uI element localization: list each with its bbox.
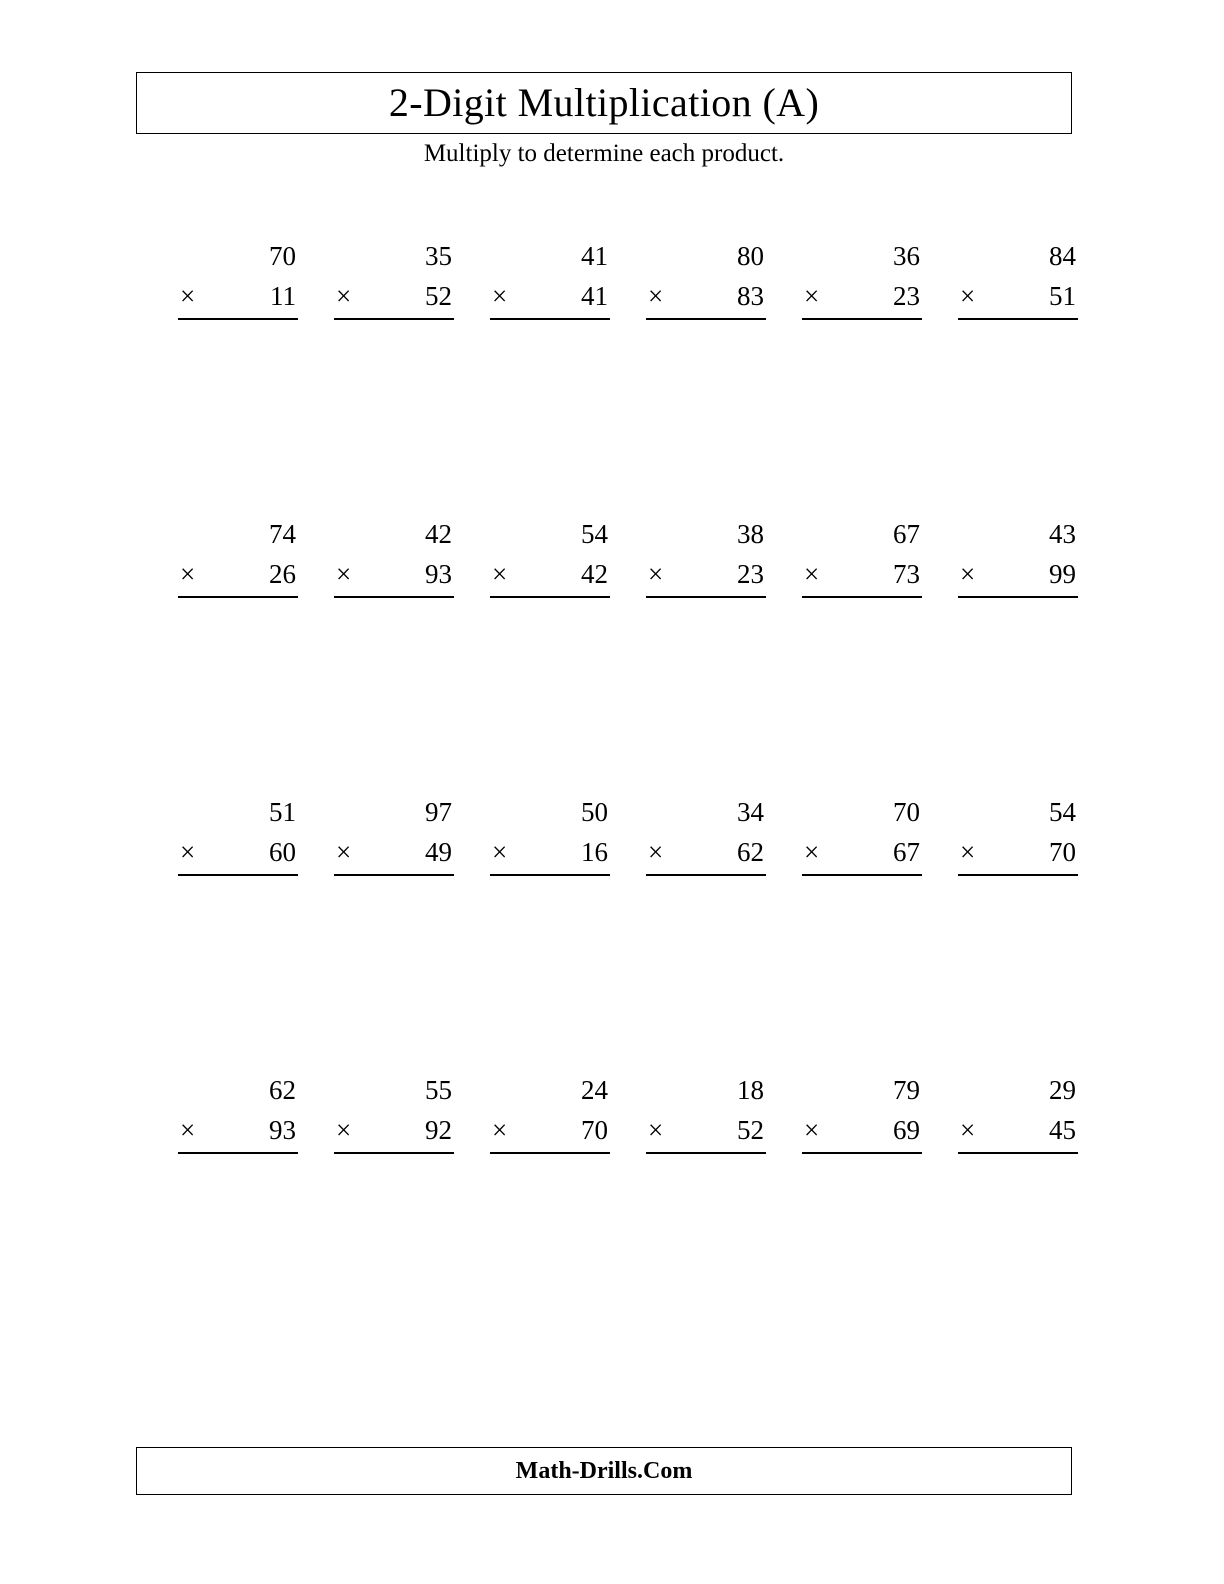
multiplier: 69 — [893, 1115, 920, 1145]
multiplicand: 70 — [269, 241, 296, 271]
multiplier-line — [958, 276, 1078, 320]
multiplier: 70 — [581, 1115, 608, 1145]
multiplier: 26 — [269, 559, 296, 589]
multiplication-problem — [646, 1070, 766, 1154]
multiplication-problem — [178, 792, 298, 876]
multiply-icon: × — [492, 837, 508, 867]
footer-box — [136, 1447, 1072, 1495]
problem-cell — [152, 236, 308, 514]
problem-cell — [620, 514, 776, 792]
multiplication-problem — [490, 514, 610, 598]
problem-row — [152, 236, 1080, 514]
page-title: 2-Digit Multiplication (A) — [388, 80, 820, 125]
problem-cell — [776, 514, 932, 792]
multiplication-problem — [490, 792, 610, 876]
multiplier-line — [958, 1110, 1078, 1154]
multiplicand: 38 — [737, 519, 764, 549]
multiplicand: 36 — [893, 241, 920, 271]
multiplier: 16 — [581, 837, 608, 867]
title-box — [136, 72, 1072, 134]
multiplier-line — [334, 276, 454, 320]
multiplication-problem — [178, 514, 298, 598]
multiply-icon: × — [180, 1115, 196, 1145]
footer-attribution: Math-Drills.Com — [515, 1457, 693, 1484]
problem-cell — [464, 792, 620, 1070]
multiplier: 60 — [269, 837, 296, 867]
multiplicand: 50 — [581, 797, 608, 827]
multiplication-problem — [178, 1070, 298, 1154]
multiply-icon: × — [180, 281, 196, 311]
multiplier: 62 — [737, 837, 764, 867]
multiplier: 70 — [1049, 837, 1076, 867]
multiplicand: 18 — [737, 1075, 764, 1105]
multiplier: 93 — [269, 1115, 296, 1145]
multiplier-line — [178, 1110, 298, 1154]
multiplication-problem — [334, 514, 454, 598]
multiplier-line — [490, 832, 610, 876]
multiplier: 83 — [737, 281, 764, 311]
multiplier: 73 — [893, 559, 920, 589]
multiplier-line — [802, 1110, 922, 1154]
multiply-icon: × — [336, 281, 352, 311]
problem-cell — [932, 1070, 1088, 1348]
multiplicand: 42 — [425, 519, 452, 549]
multiplier: 52 — [737, 1115, 764, 1145]
multiplicand: 62 — [269, 1075, 296, 1105]
multiplication-problem — [802, 514, 922, 598]
multiply-icon: × — [336, 1115, 352, 1145]
problem-cell — [620, 236, 776, 514]
multiplier-line — [958, 832, 1078, 876]
problem-cell — [152, 1070, 308, 1348]
multiplication-problem — [178, 236, 298, 320]
multiplier: 23 — [737, 559, 764, 589]
multiply-icon: × — [648, 559, 664, 589]
multiply-icon: × — [804, 1115, 820, 1145]
multiplier: 52 — [425, 281, 452, 311]
problem-grid — [152, 236, 1080, 1348]
problem-row — [152, 1070, 1080, 1348]
multiplier-line — [646, 1110, 766, 1154]
multiplier-line — [334, 554, 454, 598]
multiplicand: 97 — [425, 797, 452, 827]
multiplication-problem — [490, 236, 610, 320]
problem-cell — [308, 236, 464, 514]
multiplicand: 43 — [1049, 519, 1076, 549]
multiply-icon: × — [180, 559, 196, 589]
multiplication-problem — [802, 1070, 922, 1154]
multiply-icon: × — [336, 559, 352, 589]
multiplier: 99 — [1049, 559, 1076, 589]
multiplier-line — [178, 276, 298, 320]
problem-cell — [464, 236, 620, 514]
multiplicand: 55 — [425, 1075, 452, 1105]
multiply-icon: × — [492, 559, 508, 589]
multiplication-problem — [802, 236, 922, 320]
multiplication-problem — [646, 792, 766, 876]
multiplier-line — [802, 832, 922, 876]
multiplicand: 54 — [1049, 797, 1076, 827]
multiplication-problem — [334, 792, 454, 876]
multiplier: 41 — [581, 281, 608, 311]
multiplicand: 41 — [581, 241, 608, 271]
multiplier: 42 — [581, 559, 608, 589]
multiply-icon: × — [180, 837, 196, 867]
multiplier-line — [802, 554, 922, 598]
multiplier-line — [490, 1110, 610, 1154]
multiplier-line — [646, 832, 766, 876]
multiplier-line — [958, 554, 1078, 598]
problem-cell — [932, 236, 1088, 514]
multiplication-problem — [958, 514, 1078, 598]
multiply-icon: × — [336, 837, 352, 867]
problem-cell — [464, 514, 620, 792]
multiplier-line — [646, 554, 766, 598]
problem-row — [152, 514, 1080, 792]
multiplier-line — [334, 832, 454, 876]
multiply-icon: × — [960, 559, 976, 589]
multiplicand: 70 — [893, 797, 920, 827]
multiply-icon: × — [804, 837, 820, 867]
multiplier: 45 — [1049, 1115, 1076, 1145]
problem-cell — [152, 514, 308, 792]
multiplication-problem — [334, 236, 454, 320]
multiplicand: 24 — [581, 1075, 608, 1105]
multiplicand: 34 — [737, 797, 764, 827]
problem-cell — [620, 1070, 776, 1348]
problem-cell — [308, 1070, 464, 1348]
problem-cell — [776, 236, 932, 514]
multiplication-problem — [958, 792, 1078, 876]
multiplicand: 80 — [737, 241, 764, 271]
multiplier-line — [802, 276, 922, 320]
multiplication-problem — [958, 236, 1078, 320]
multiplication-problem — [646, 236, 766, 320]
multiplier-line — [178, 554, 298, 598]
multiplier: 49 — [425, 837, 452, 867]
problem-row — [152, 792, 1080, 1070]
multiply-icon: × — [492, 281, 508, 311]
multiplier-line — [490, 276, 610, 320]
problem-cell — [776, 1070, 932, 1348]
problem-cell — [308, 514, 464, 792]
multiply-icon: × — [648, 837, 664, 867]
multiplicand: 74 — [269, 519, 296, 549]
multiplicand: 67 — [893, 519, 920, 549]
multiplication-problem — [490, 1070, 610, 1154]
multiply-icon: × — [960, 837, 976, 867]
problem-cell — [152, 792, 308, 1070]
multiply-icon: × — [804, 559, 820, 589]
multiplicand: 54 — [581, 519, 608, 549]
problem-cell — [932, 514, 1088, 792]
problem-cell — [620, 792, 776, 1070]
multiplicand: 51 — [269, 797, 296, 827]
problem-cell — [776, 792, 932, 1070]
multiplier: 11 — [270, 281, 296, 311]
problem-cell — [464, 1070, 620, 1348]
multiplier-line — [334, 1110, 454, 1154]
problem-cell — [308, 792, 464, 1070]
instructions-text: Multiply to determine each product. — [423, 140, 785, 167]
multiplicand: 35 — [425, 241, 452, 271]
multiplier: 67 — [893, 837, 920, 867]
multiplicand: 29 — [1049, 1075, 1076, 1105]
multiplication-problem — [646, 514, 766, 598]
multiplier: 93 — [425, 559, 452, 589]
multiply-icon: × — [648, 1115, 664, 1145]
multiplicand: 84 — [1049, 241, 1076, 271]
multiplier: 51 — [1049, 281, 1076, 311]
problem-cell — [932, 792, 1088, 1070]
multiplier-line — [178, 832, 298, 876]
multiplicand: 79 — [893, 1075, 920, 1105]
multiply-icon: × — [960, 281, 976, 311]
multiplier: 23 — [893, 281, 920, 311]
multiply-icon: × — [648, 281, 664, 311]
multiply-icon: × — [492, 1115, 508, 1145]
multiplication-problem — [334, 1070, 454, 1154]
multiply-icon: × — [960, 1115, 976, 1145]
multiply-icon: × — [804, 281, 820, 311]
multiplication-problem — [802, 792, 922, 876]
multiplication-problem — [958, 1070, 1078, 1154]
multiplier-line — [490, 554, 610, 598]
multiplier: 92 — [425, 1115, 452, 1145]
multiplier-line — [646, 276, 766, 320]
